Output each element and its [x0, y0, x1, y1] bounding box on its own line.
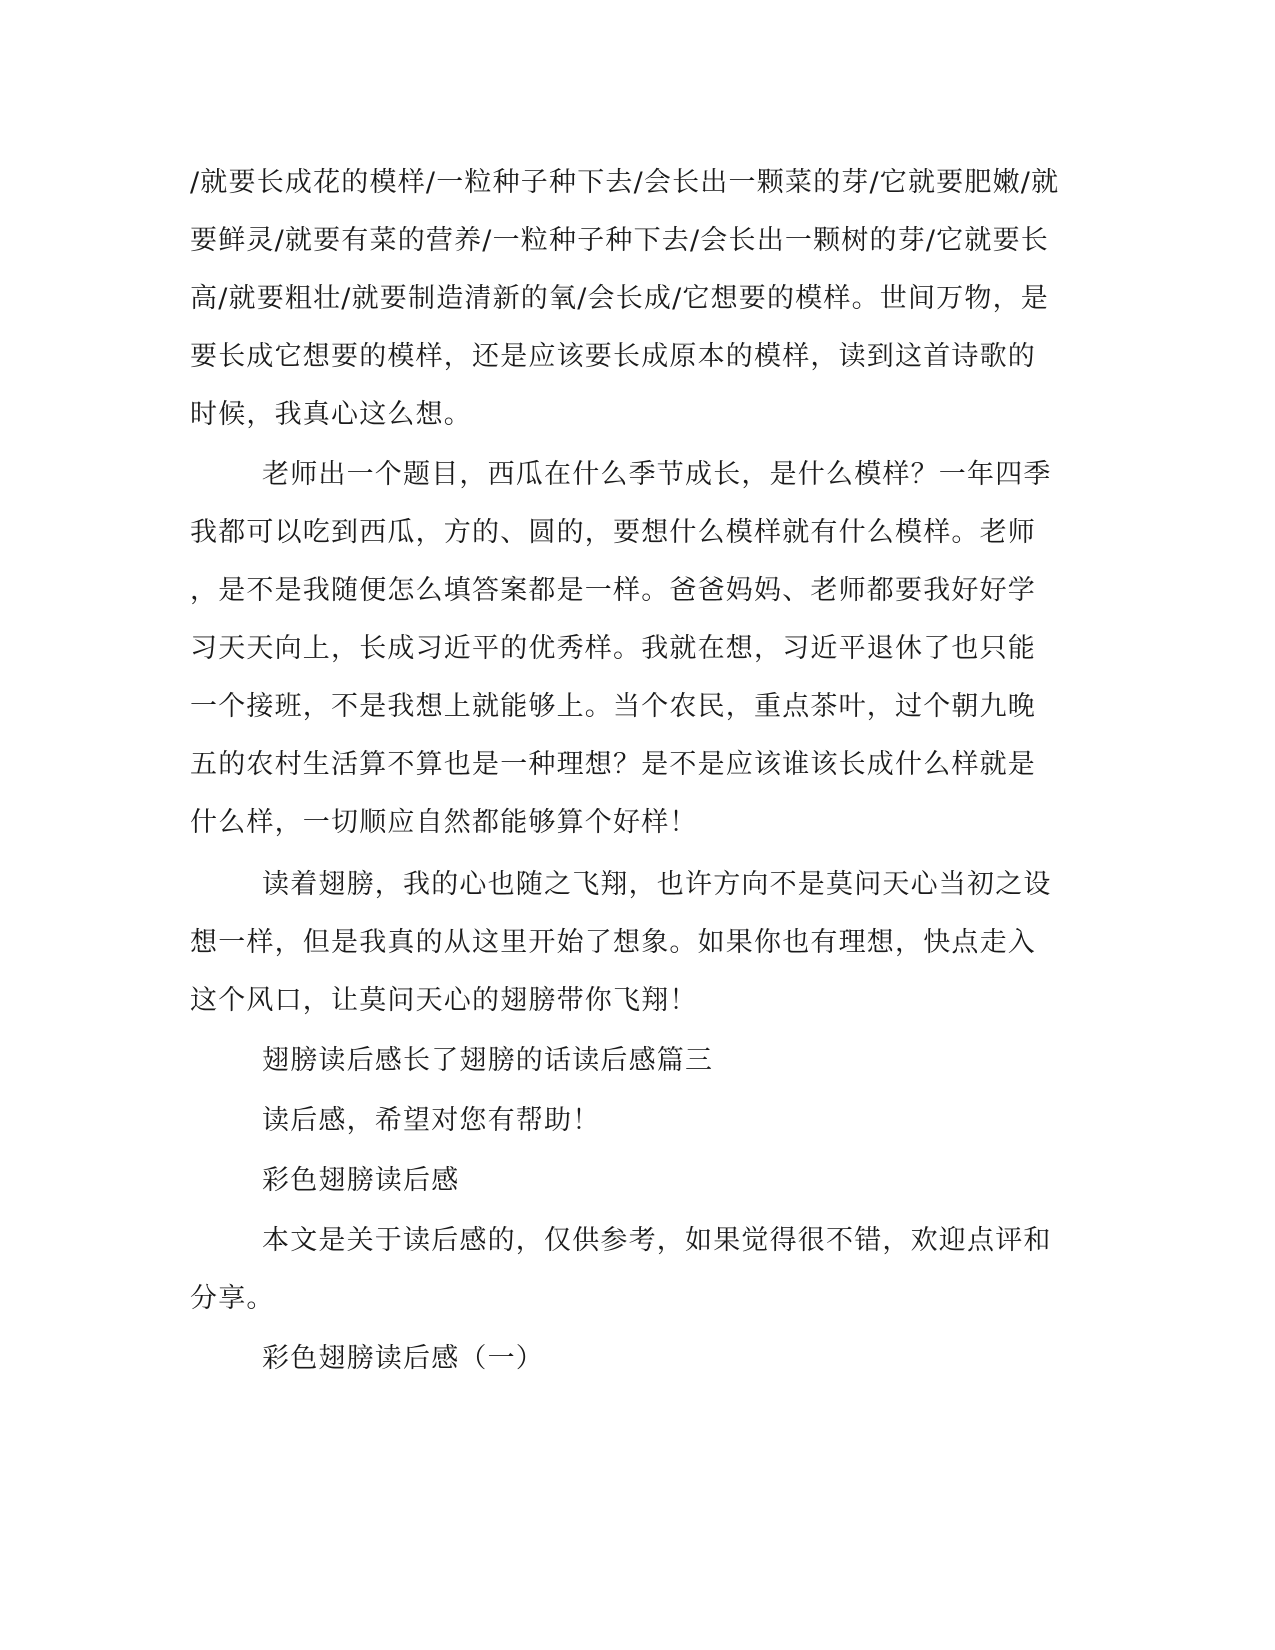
section-heading: 彩色翅膀读后感（一）: [262, 1343, 544, 1374]
paragraph-first-line: 本文是关于读后感的，仅供参考，如果觉得很不错，欢迎点评和: [262, 1225, 1052, 1256]
text-line: 高/就要粗壮/就要制造清新的氧/会长成/它想要的模样。世间万物，是: [190, 283, 1049, 314]
text-line: 一个接班，不是我想上就能够上。当个农民，重点茶叶，过个朝九晚: [190, 691, 1036, 722]
section-heading: 彩色翅膀读后感: [262, 1165, 460, 1196]
paragraph-first-line: 读后感，希望对您有帮助！: [262, 1105, 601, 1136]
text-line: /就要长成花的模样/一粒种子种下去/会长出一颗菜的芽/它就要肥嫩/就: [190, 167, 1060, 198]
text-line: 要鲜灵/就要有菜的营养/一粒种子种下去/会长出一颗树的芽/它就要长: [190, 225, 1049, 256]
section-heading: 翅膀读后感长了翅膀的话读后感篇三: [262, 1045, 714, 1076]
text-line: ，是不是我随便怎么填答案都是一样。爸爸妈妈、老师都要我好好学: [190, 575, 1036, 606]
text-line: 时候，我真心这么想。: [190, 399, 472, 430]
text-line: 要长成它想要的模样，还是应该要长成原本的模样，读到这首诗歌的: [190, 341, 1036, 372]
text-line: 分享。: [190, 1283, 275, 1314]
text-line: 我都可以吃到西瓜，方的、圆的，要想什么模样就有什么模样。老师: [190, 517, 1036, 548]
text-line: 习天天向上，长成习近平的优秀样。我就在想，习近平退休了也只能: [190, 633, 1036, 664]
text-line: 这个风口，让莫问天心的翅膀带你飞翔！: [190, 985, 698, 1016]
paragraph-first-line: 老师出一个题目，西瓜在什么季节成长，是什么模样？一年四季: [262, 459, 1052, 490]
text-line: 五的农村生活算不算也是一种理想？是不是应该谁该长成什么样就是: [190, 749, 1036, 780]
text-line: 什么样，一切顺应自然都能够算个好样！: [190, 807, 698, 838]
text-line: 想一样，但是我真的从这里开始了想象。如果你也有理想，快点走入: [190, 927, 1036, 958]
paragraph-first-line: 读着翅膀，我的心也随之飞翔，也许方向不是莫问天心当初之设: [262, 869, 1052, 900]
